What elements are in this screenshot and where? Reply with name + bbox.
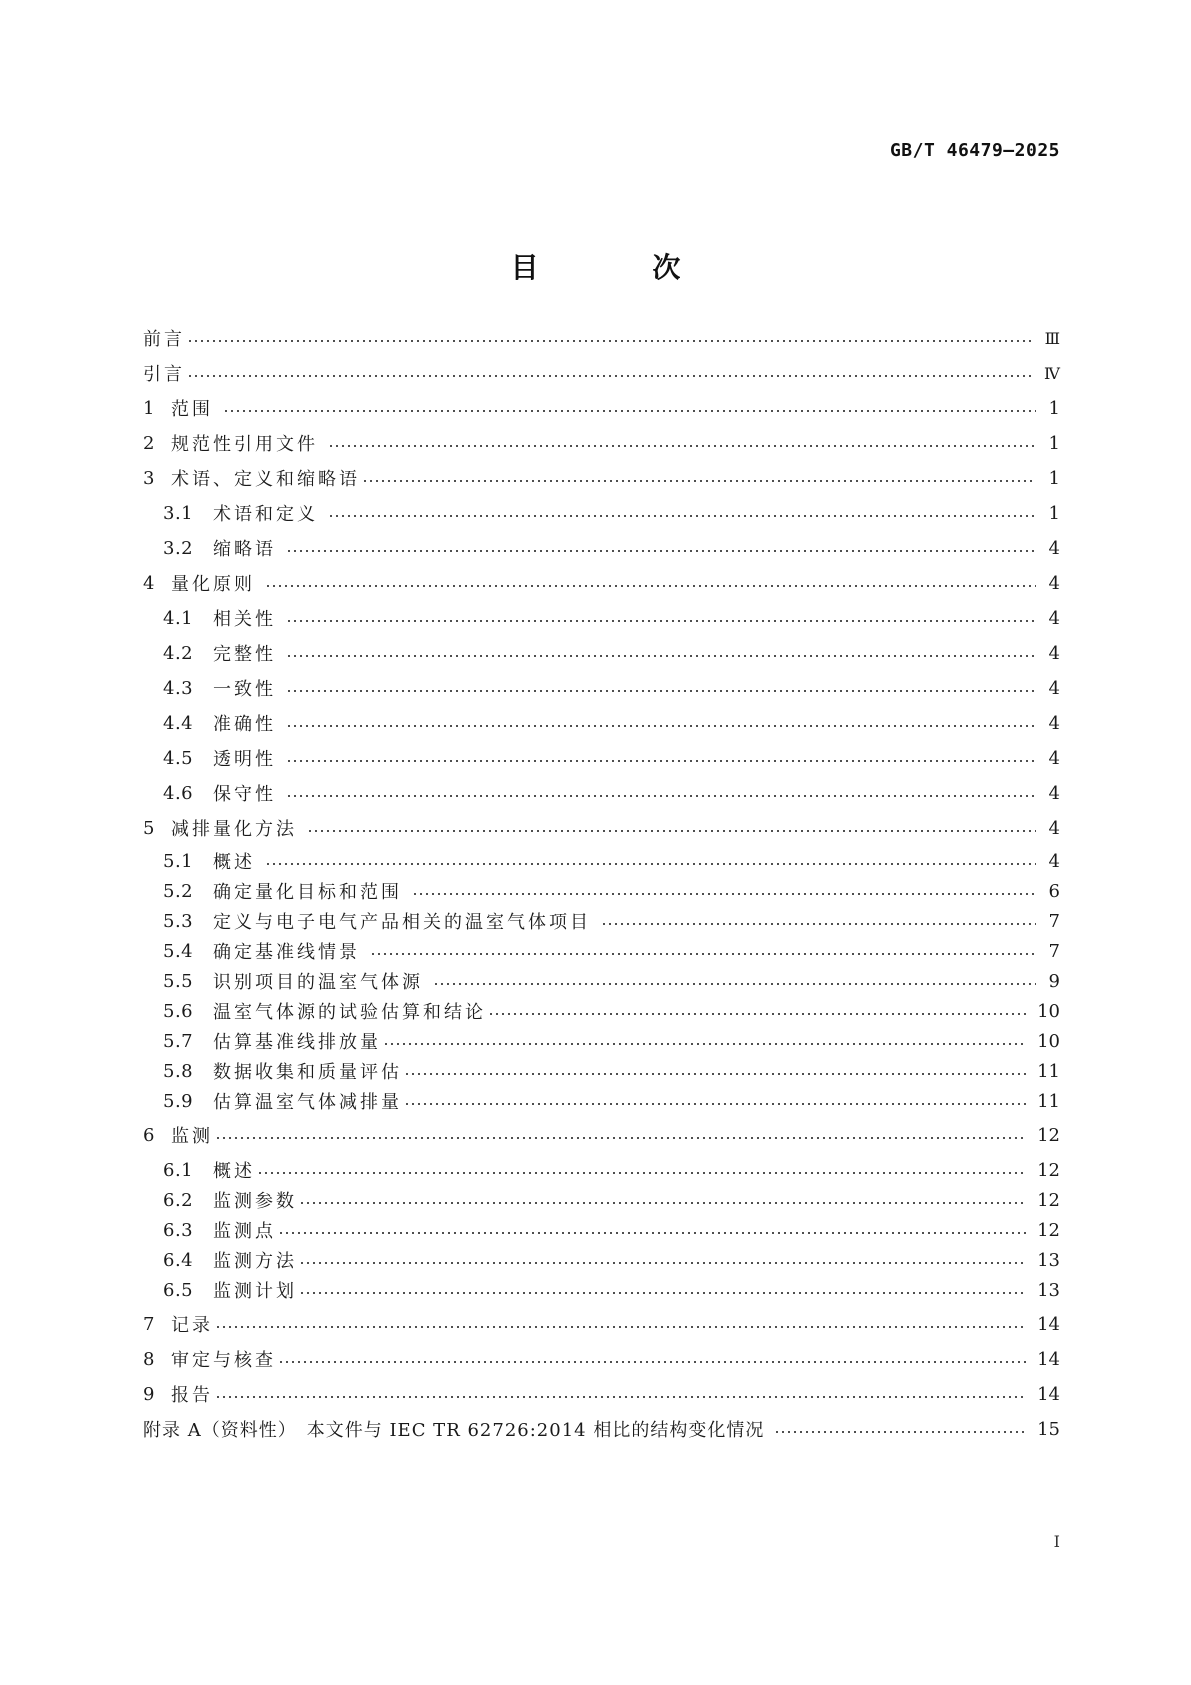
toc-entry-label: 估算基准线排放量 [213,1032,381,1053]
toc-entry-number: 7 [143,1313,155,1335]
dot-leader [187,375,1034,377]
toc-entry-label: 准确性 [213,714,276,735]
toc-entry-number: 6.1 [163,1159,194,1181]
toc-entry-page: 1 [1048,397,1060,419]
toc-entry-section-5-5[interactable] [143,966,1060,996]
toc-entry-number: 5.5 [163,970,194,992]
toc-entry-page: 4 [1048,850,1060,872]
page-number: I [1053,1532,1060,1551]
toc-entry-number: 9 [143,1383,155,1405]
toc-entry-section-5-4[interactable] [143,936,1060,966]
dot-leader [299,1202,1027,1204]
dot-leader [362,480,1036,482]
toc-entry-page: 11 [1037,1060,1060,1082]
toc-entry-page: 4 [1048,747,1060,769]
toc-entry-page: 7 [1048,940,1060,962]
dot-leader [328,515,1036,517]
toc-entry-section-4[interactable] [143,568,1060,598]
toc-entry-section-7[interactable] [143,1309,1060,1339]
toc-entry-section-5[interactable] [143,813,1060,843]
toc-entry-section-4-2[interactable] [143,638,1060,668]
dot-leader [299,1292,1027,1294]
dot-leader [215,1137,1027,1139]
dot-leader [307,830,1036,832]
toc-entry-label: 前言 [143,329,185,350]
toc-entry-page: Ⅳ [1044,363,1060,383]
toc-entry-section-5-1[interactable] [143,846,1060,876]
toc-entry-label: 概述 [213,1161,255,1182]
toc-entry-number: 4.1 [163,607,194,629]
toc-entry-label: 审定与核查 [171,1350,276,1371]
toc-entry-number: 6.4 [163,1249,194,1271]
toc-entry-section-5-6[interactable] [143,996,1060,1026]
toc-entry-label: 识别项目的温室气体源 [213,972,423,993]
toc-entry-label: 保守性 [213,784,276,805]
dot-leader [412,893,1036,895]
toc-entry-number: 3.1 [163,502,194,524]
toc-entry-label: 监测点 [213,1221,276,1242]
standard-code: GB/T 46479—2025 [889,140,1060,161]
dot-leader [286,760,1036,762]
toc-entry-section-3-2[interactable] [143,533,1060,563]
toc-entry-number: 5.1 [163,850,194,872]
toc-entry-label: 完整性 [213,644,276,665]
toc-entry-section-4-4[interactable] [143,708,1060,738]
dot-leader [223,410,1036,412]
toc-entry-number: 5.6 [163,1000,194,1022]
toc-entry-page: 4 [1048,572,1060,594]
dot-leader [257,1172,1027,1174]
toc-entry-number: 2 [143,432,155,454]
toc-entry-page: 12 [1037,1219,1060,1241]
toc-entry-section-8[interactable] [143,1344,1060,1374]
dot-leader [286,550,1036,552]
toc-entry-label: 术语和定义 [213,504,318,525]
toc-entry-number: 3.2 [163,537,194,559]
toc-entry-number: 6.5 [163,1279,194,1301]
toc-title: 目 次 [510,251,733,284]
dot-leader [286,655,1036,657]
dot-leader [383,1043,1027,1045]
toc-entry-section-6-2[interactable] [143,1185,1060,1215]
toc-entry-section-4-3[interactable] [143,673,1060,703]
toc-entry-page: 4 [1048,712,1060,734]
toc-entry-label: 附录 A（资料性） 本文件与 IEC TR 62726:2014 相比的结构变化情况 [143,1420,765,1441]
toc-entry-page: 12 [1037,1189,1060,1211]
toc-entry-section-6-5[interactable] [143,1275,1060,1305]
toc-entry-section-5-7[interactable] [143,1026,1060,1056]
toc-entry-page: 4 [1048,677,1060,699]
toc-entry-section-3-1[interactable] [143,498,1060,528]
toc-entry-label: 监测参数 [213,1191,297,1212]
toc-entry-page: 1 [1048,432,1060,454]
dot-leader [774,1431,1027,1433]
toc-entry-page: 10 [1037,1030,1060,1052]
toc-entry-number: 5.8 [163,1060,194,1082]
toc-entry-label: 量化原则 [171,574,255,595]
toc-entry-section-5-8[interactable] [143,1056,1060,1086]
dot-leader [265,585,1036,587]
toc-entry-page: 9 [1048,970,1060,992]
toc-entry-section-9[interactable] [143,1379,1060,1409]
toc-entry-page: 13 [1037,1249,1060,1271]
toc-entry-page: 12 [1037,1159,1060,1181]
toc-entry-section-2[interactable] [143,428,1060,458]
dot-leader [215,1326,1027,1328]
toc-entry-number: 6 [143,1124,155,1146]
toc-entry-section-6-3[interactable] [143,1215,1060,1245]
toc-entry-number: 5.9 [163,1090,194,1112]
toc-entry-label: 范围 [171,399,213,420]
toc-entry-section-4-1[interactable] [143,603,1060,633]
dot-leader [215,1396,1027,1398]
dot-leader [433,983,1036,985]
dot-leader [328,445,1036,447]
toc-entry-page: 10 [1037,1000,1060,1022]
toc-entry-section-3[interactable] [143,463,1060,493]
dot-leader [299,1262,1027,1264]
toc-entry-label: 监测计划 [213,1281,297,1302]
toc-entry-label: 规范性引用文件 [171,434,318,455]
toc-entry-label: 温室气体源的试验估算和结论 [213,1002,486,1023]
toc-entry-label: 缩略语 [213,539,276,560]
toc-entry-page: 14 [1037,1383,1060,1405]
toc-entry-number: 5.2 [163,880,194,902]
dot-leader [286,795,1036,797]
dot-leader [370,953,1036,955]
toc-entry-label: 引言 [143,364,185,385]
dot-leader [286,690,1036,692]
toc-entry-page: Ⅲ [1044,328,1060,348]
toc-entry-number: 6.2 [163,1189,194,1211]
toc-entry-label: 一致性 [213,679,276,700]
toc-entry-foreword[interactable] [143,323,1060,353]
toc-entry-label: 估算温室气体减排量 [213,1092,402,1113]
toc-entry-number: 4.4 [163,712,194,734]
toc-entry-page: 4 [1048,817,1060,839]
toc-entry-page: 4 [1048,537,1060,559]
toc-entry-section-6-4[interactable] [143,1245,1060,1275]
toc-entry-page: 4 [1048,782,1060,804]
toc-entry-page: 4 [1048,642,1060,664]
toc-entry-page: 1 [1048,467,1060,489]
dot-leader [278,1361,1027,1363]
toc-entry-number: 4.3 [163,677,194,699]
toc-entry-section-5-9[interactable] [143,1086,1060,1116]
toc-entry-section-4-6[interactable] [143,778,1060,808]
toc-entry-label: 透明性 [213,749,276,770]
toc-entry-number: 5 [143,817,155,839]
toc-entry-label: 监测方法 [213,1251,297,1272]
toc-entry-number: 5.7 [163,1030,194,1052]
toc-entry-number: 3 [143,467,155,489]
toc-entry-label: 确定量化目标和范围 [213,882,402,903]
toc-entry-section-5-3[interactable] [143,906,1060,936]
dot-leader [488,1013,1027,1015]
toc-entry-number: 5.4 [163,940,194,962]
toc-entry-label: 定义与电子电气产品相关的温室气体项目 [213,912,591,933]
dot-leader [404,1103,1027,1105]
toc-entry-page: 11 [1037,1090,1060,1112]
dot-leader [286,725,1036,727]
toc-entry-number: 8 [143,1348,155,1370]
toc-entry-number: 4.2 [163,642,194,664]
toc-entry-label: 监测 [171,1126,213,1147]
toc-entry-page: 15 [1037,1418,1060,1440]
toc-entry-label: 减排量化方法 [171,819,297,840]
dot-leader [286,620,1036,622]
toc-entry-page: 13 [1037,1279,1060,1301]
dot-leader [278,1232,1027,1234]
toc-entry-number: 6.3 [163,1219,194,1241]
toc-entry-section-6[interactable] [143,1120,1060,1150]
toc-entry-label: 概述 [213,852,255,873]
toc-entry-label: 数据收集和质量评估 [213,1062,402,1083]
toc-entry-number: 5.3 [163,910,194,932]
dot-leader [601,923,1036,925]
toc-entry-label: 确定基准线情景 [213,942,360,963]
toc-entry-page: 14 [1037,1313,1060,1335]
toc-entry-section-6-1[interactable] [143,1155,1060,1185]
toc-entry-section-5-2[interactable] [143,876,1060,906]
dot-leader [187,340,1035,342]
toc-entry-introduction[interactable] [143,358,1060,388]
toc-entry-label: 报告 [171,1385,213,1406]
toc-entry-page: 14 [1037,1348,1060,1370]
toc-entry-page: 6 [1048,880,1060,902]
toc-entry-label: 记录 [171,1315,213,1336]
toc-entry-section-4-5[interactable] [143,743,1060,773]
toc-entry-appendix-a[interactable] [143,1414,1060,1444]
toc-entry-section-1[interactable] [143,393,1060,423]
toc-entry-page: 7 [1048,910,1060,932]
dot-leader [404,1073,1027,1075]
toc-entry-number: 4.6 [163,782,194,804]
toc-entry-number: 4.5 [163,747,194,769]
toc-entry-label: 相关性 [213,609,276,630]
dot-leader [265,863,1036,865]
toc-entry-page: 12 [1037,1124,1060,1146]
toc-entry-page: 1 [1048,502,1060,524]
toc-entry-label: 术语、定义和缩略语 [171,469,360,490]
toc-entry-page: 4 [1048,607,1060,629]
toc-entry-number: 1 [143,397,155,419]
toc-entry-number: 4 [143,572,155,594]
